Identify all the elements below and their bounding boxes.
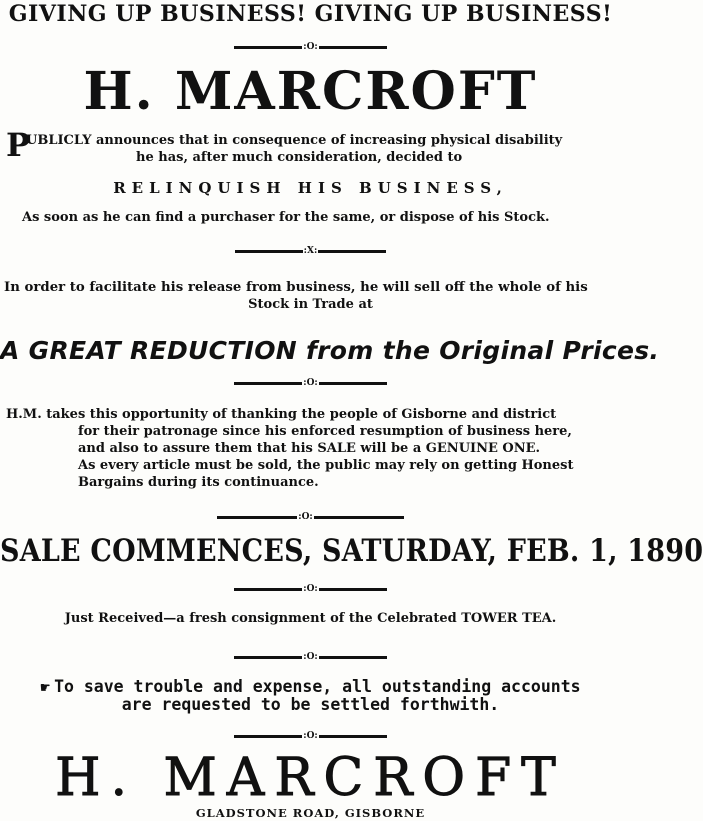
accounts-line-2: are requested to be settled forthwith. — [121, 695, 500, 714]
pointing-hand-icon: ☛ — [40, 678, 51, 697]
address-line: GLADSTONE ROAD, GISBORNE — [195, 806, 426, 820]
divider-rule: :X: — [0, 246, 621, 256]
merchant-name-heading: H. MARCROFT — [83, 61, 538, 122]
reduction-line: A GREAT REDUCTION from the Original Prices. — [0, 336, 660, 365]
divider-rule: :O: — [0, 584, 621, 594]
merchant-name-footer: H. MARCROFT — [55, 748, 566, 808]
divider-rule: :O: — [0, 512, 621, 522]
announce-line-3: As soon as he can find a purchaser for the same, or dispose of his Stock. — [22, 210, 550, 225]
drop-cap: P — [6, 126, 31, 164]
divider-rule: :O: — [0, 731, 621, 741]
thanks-line-3: and also to assure them that his SALE will be a GENUINE ONE. — [78, 441, 541, 456]
thanks-line-5: Bargains during its continuance. — [78, 475, 319, 490]
divider-rule: :O: — [0, 42, 621, 52]
divider-rule: :O: — [0, 652, 621, 662]
headline: GIVING UP BUSINESS! GIVING UP BUSINESS! — [8, 1, 613, 27]
facilitate-line-2: Stock in Trade at — [248, 297, 373, 312]
divider-rule: :O: — [0, 378, 621, 388]
announce-line-1: UBLICLY announces that in consequence of increasing physical disability — [26, 133, 563, 148]
announce-line-2: he has, after much consideration, decided to — [136, 150, 463, 165]
accounts-line-1-text: To save trouble and expense, all outstanding accounts — [54, 677, 581, 696]
tea-line: Just Received—a fresh consignment of the Celebrated TOWER TEA. — [64, 611, 557, 626]
thanks-line-4: As every article must be sold, the public may rely on getting Honest — [78, 458, 574, 473]
sale-commences-line: SALE COMMENCES, SATURDAY, FEB. 1, 1890 — [0, 533, 703, 570]
thanks-line-2: for their patronage since his enforced resumption of business here, — [78, 424, 572, 439]
thanks-line-1: H.M. takes this opportunity of thanking the people of Gisborne and district — [6, 407, 557, 422]
facilitate-line-1: In order to facilitate his release from business, he will sell off the whole of his — [4, 280, 588, 295]
relinquish-line: RELINQUISH HIS BUSINESS, — [113, 179, 508, 197]
